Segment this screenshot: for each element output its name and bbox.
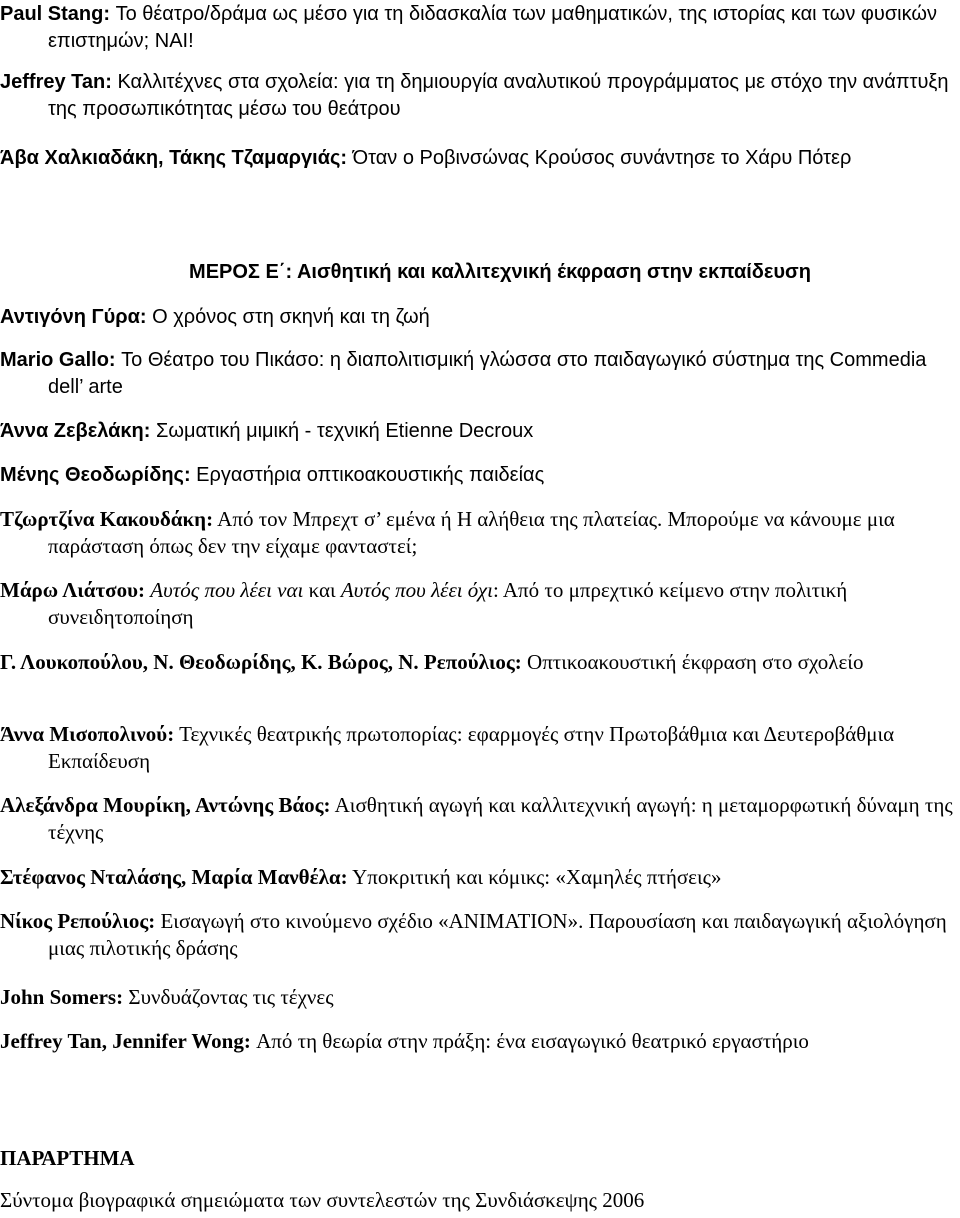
entry-title-italic: Αυτός που λέει όχι bbox=[340, 578, 493, 602]
entry-author: Μένης Θεοδωρίδης: bbox=[0, 464, 191, 486]
entry-title: Καλλιτέχνες στα σχολεία: για τη δημιουργία αναλυτικού προγράμματος με στόχο την ανάπτυξη της προσωπικότητας μέσω του θεάτρου bbox=[48, 71, 949, 120]
entry-mouriki-vaos bbox=[0, 792, 958, 846]
entry-nikos-repoulios bbox=[0, 908, 958, 962]
entry-author: Στέφανος Νταλάσης, Μαρία Μανθέλα: bbox=[0, 865, 348, 889]
entry-title: Ο χρόνος στη σκηνή και τη ζωή bbox=[146, 306, 430, 328]
appendix-title: ΠΑΡΑΡΤΗΜΑ bbox=[0, 1146, 135, 1170]
section-heading-part-e: ΜΕΡΟΣ Ε΄: Αισθητική και καλλιτεχνική έκφραση στην εκπαίδευση bbox=[189, 261, 811, 283]
entry-author: Αντιγόνη Γύρα: bbox=[0, 306, 147, 328]
entry-anna-misopolinou bbox=[0, 721, 958, 775]
entry-title: Υποκριτική και κόμικς: «Χαμηλές πτήσεις» bbox=[347, 865, 722, 889]
entry-title: Εισαγωγή στο κινούμενο σχέδιο «ANIMATION». Παρουσίαση και παιδαγωγική αξιολόγηση μιας πιλοτικής δράσης bbox=[48, 909, 947, 960]
entry-title-italic: Αυτός που λέει ναι bbox=[150, 578, 304, 602]
entry-paul-stang bbox=[0, 1, 958, 55]
appendix-subtitle: Σύντομα βιογραφικά σημειώματα των συντελεστών της Συνδιάσκεψης 2006 bbox=[0, 1188, 645, 1212]
entry-title: Όταν ο Ροβινσώνας Κρούσος συνάντησε το Χάρυ Πότερ bbox=[347, 147, 852, 169]
entry-john-somers bbox=[0, 984, 958, 1011]
entry-maro-liatsou bbox=[0, 577, 958, 631]
entry-author: Νίκος Ρεπούλιος: bbox=[0, 909, 156, 933]
entry-author: Jeffrey Tan: bbox=[0, 71, 112, 93]
entry-menis-theodoridis bbox=[0, 462, 958, 489]
entry-antigoni-gyra bbox=[0, 304, 958, 331]
entry-jeffrey-tan bbox=[0, 69, 958, 123]
entry-author: Mario Gallo: bbox=[0, 349, 116, 371]
entry-title: Από τη θεωρία στην πράξη: ένα εισαγωγικό θεατρικό εργαστήριο bbox=[250, 1029, 809, 1053]
entry-ntalasis-manthela bbox=[0, 864, 958, 891]
entry-author: Αλεξάνδρα Μουρίκη, Αντώνης Βάος: bbox=[0, 793, 331, 817]
entry-loukopoulou-group bbox=[0, 649, 958, 676]
entry-author: Άννα Ζεβελάκη: bbox=[0, 420, 151, 442]
entry-title: Το θέατρο/δράμα ως μέσο για τη διδασκαλία των μαθηματικών, της ιστορίας και των φυσικών επιστημών; ΝΑΙ! bbox=[48, 3, 937, 52]
entry-author: Τζωρτζίνα Κακουδάκη: bbox=[0, 507, 214, 531]
entry-title: Οπτικοακουστική έκφραση στο σχολείο bbox=[521, 650, 864, 674]
entry-title-connector: και bbox=[303, 578, 341, 602]
entry-author: Άβα Χαλκιαδάκη, Τάκης Τζαμαργιάς: bbox=[0, 147, 348, 169]
entry-title: Αισθητική αγωγή και καλλιτεχνική αγωγή: η μεταμορφωτική δύναμη της τέχνης bbox=[48, 793, 953, 844]
entry-title: : Από το μπρεχτικό κείμενο στην πολιτική συνειδητοποίηση bbox=[48, 578, 848, 629]
entry-title: Εργαστήρια οπτικοακουστικής παιδείας bbox=[190, 464, 545, 486]
entry-title: Σωματική μιμική - τεχνική Etienne Decroux bbox=[150, 420, 534, 442]
entry-author: John Somers: bbox=[0, 985, 124, 1009]
entry-chalkiadaki-tzamargias bbox=[0, 145, 958, 172]
entry-title: Τεχνικές θεατρικής πρωτοπορίας: εφαρμογές στην Πρωτοβάθμια και Δευτεροβάθμια Εκπαίδευση bbox=[48, 722, 895, 773]
entry-tzortzina-kakoudaki bbox=[0, 506, 958, 560]
entry-author: Άννα Μισοπολινού: bbox=[0, 722, 175, 746]
entry-anna-zevelaki bbox=[0, 418, 958, 445]
entry-tan-wong bbox=[0, 1028, 958, 1055]
entry-author: Paul Stang: bbox=[0, 3, 111, 25]
entry-author: Μάρω Λιάτσου: bbox=[0, 578, 146, 602]
entry-author: Jeffrey Tan, Jennifer Wong: bbox=[0, 1029, 251, 1053]
entry-mario-gallo bbox=[0, 347, 958, 401]
entry-title: Συνδυάζοντας τις τέχνες bbox=[123, 985, 334, 1009]
entry-title: Από τον Μπρεχτ σ’ εμένα ή Η αλήθεια της πλατείας. Μπορούμε να κάνουμε μια παράσταση όπως δεν την είχαμε φανταστεί; bbox=[48, 507, 895, 558]
entry-author: Γ. Λουκοπούλου, Ν. Θεοδωρίδης, Κ. Βώρος, Ν. Ρεπούλιος: bbox=[0, 650, 522, 674]
entry-title: Το Θέατρο του Πικάσο: η διαπολιτισμική γλώσσα στο παιδαγωγικό σύστημα της Commedia dell’ arte bbox=[48, 349, 927, 398]
